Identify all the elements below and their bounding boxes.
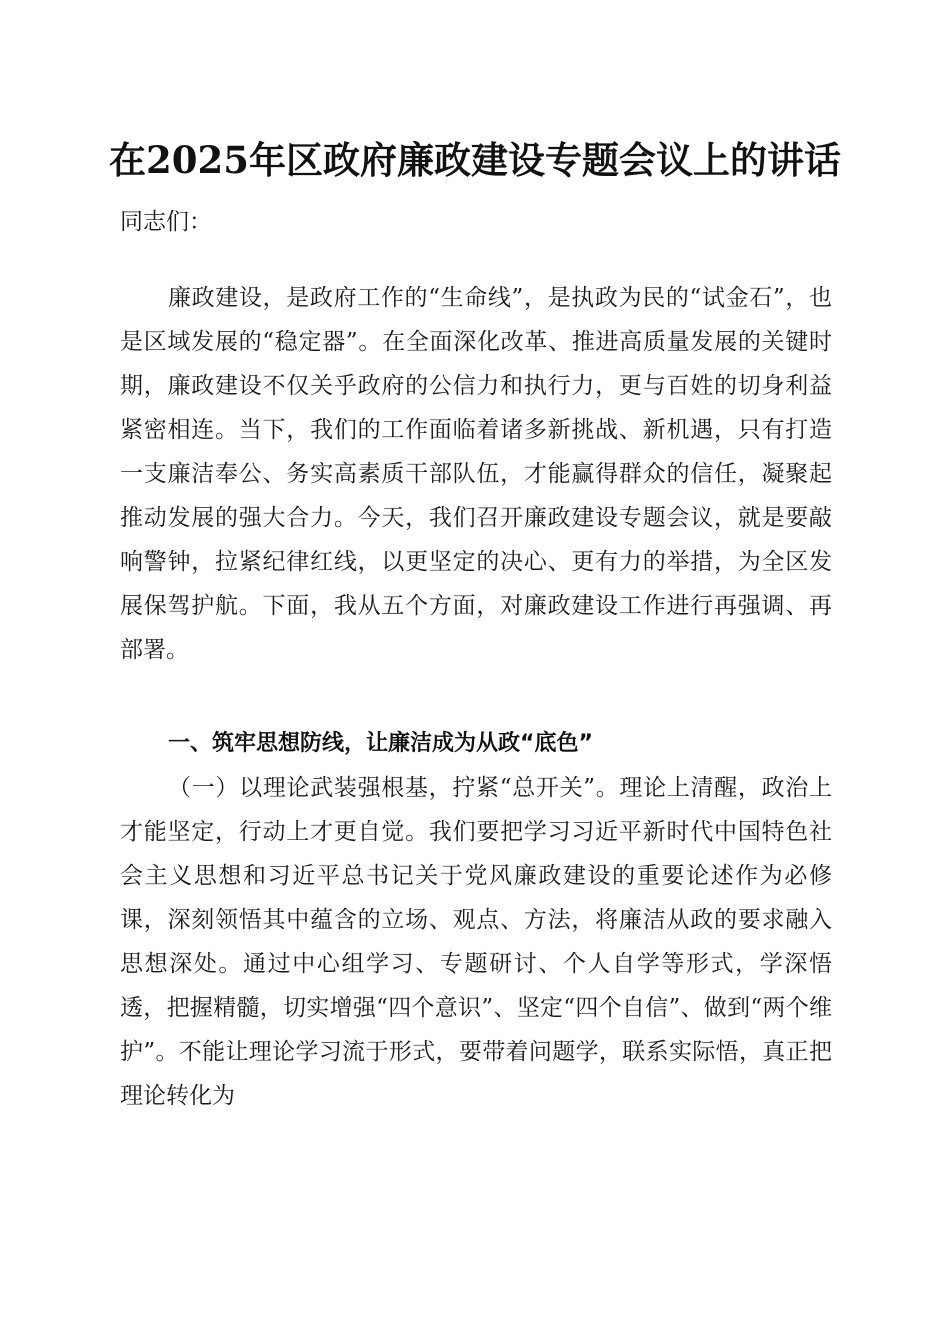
intro-paragraph: 廉政建设，是政府工作的“生命线”，是执政为民的“试金石”，也是区域发展的“稳定器”。在全面深化改革、推进高质量发展的关键时期，廉政建设不仅关乎政府的公信力和执行力，更与百姓的切身利益紧密相连。当下，我们的工作面临着诸多新挑战、新机遇，只有打造一支廉洁奉公、务实高素质干部队伍，才能赢得群众的信任，凝聚起推动发展的强大合力。今天，我们召开廉政建设专题会议，就是要敲响警钟，拉紧纪律红线，以更坚定的决心、更有力的举措，为全区发展保驾护航。下面，我从五个方面，对廉政建设工作进行再强调、再部署。	[120, 285, 832, 663]
document-title: 在2025年区政府廉政建设专题会议上的讲话	[109, 138, 841, 182]
salutation: 同志们：	[120, 209, 212, 235]
section-1-heading: 一、筑牢思想防线，让廉洁成为从政“底色”	[168, 731, 593, 756]
section-1-paragraph: （一）以理论武装强根基，拧紧“总开关”。理论上清醒，政治上才能坚定，行动上才更自觉。我们要把学习习近平新时代中国特色社会主义思想和习近平总书记关于党风廉政建设的重要论述作为必修课，深刻领悟其中蕴含的立场、观点、方法，将廉洁从政的要求融入思想深处。通过中心组学习、专题研讨、个人自学等形式，学深悟透，把握精髓，切实增强“四个意识”、坚定“四个自信”、做到“两个维护”。不能让理论学习流于形式，要带着问题学，联系实际悟，真正把理论转化为	[120, 775, 832, 1109]
